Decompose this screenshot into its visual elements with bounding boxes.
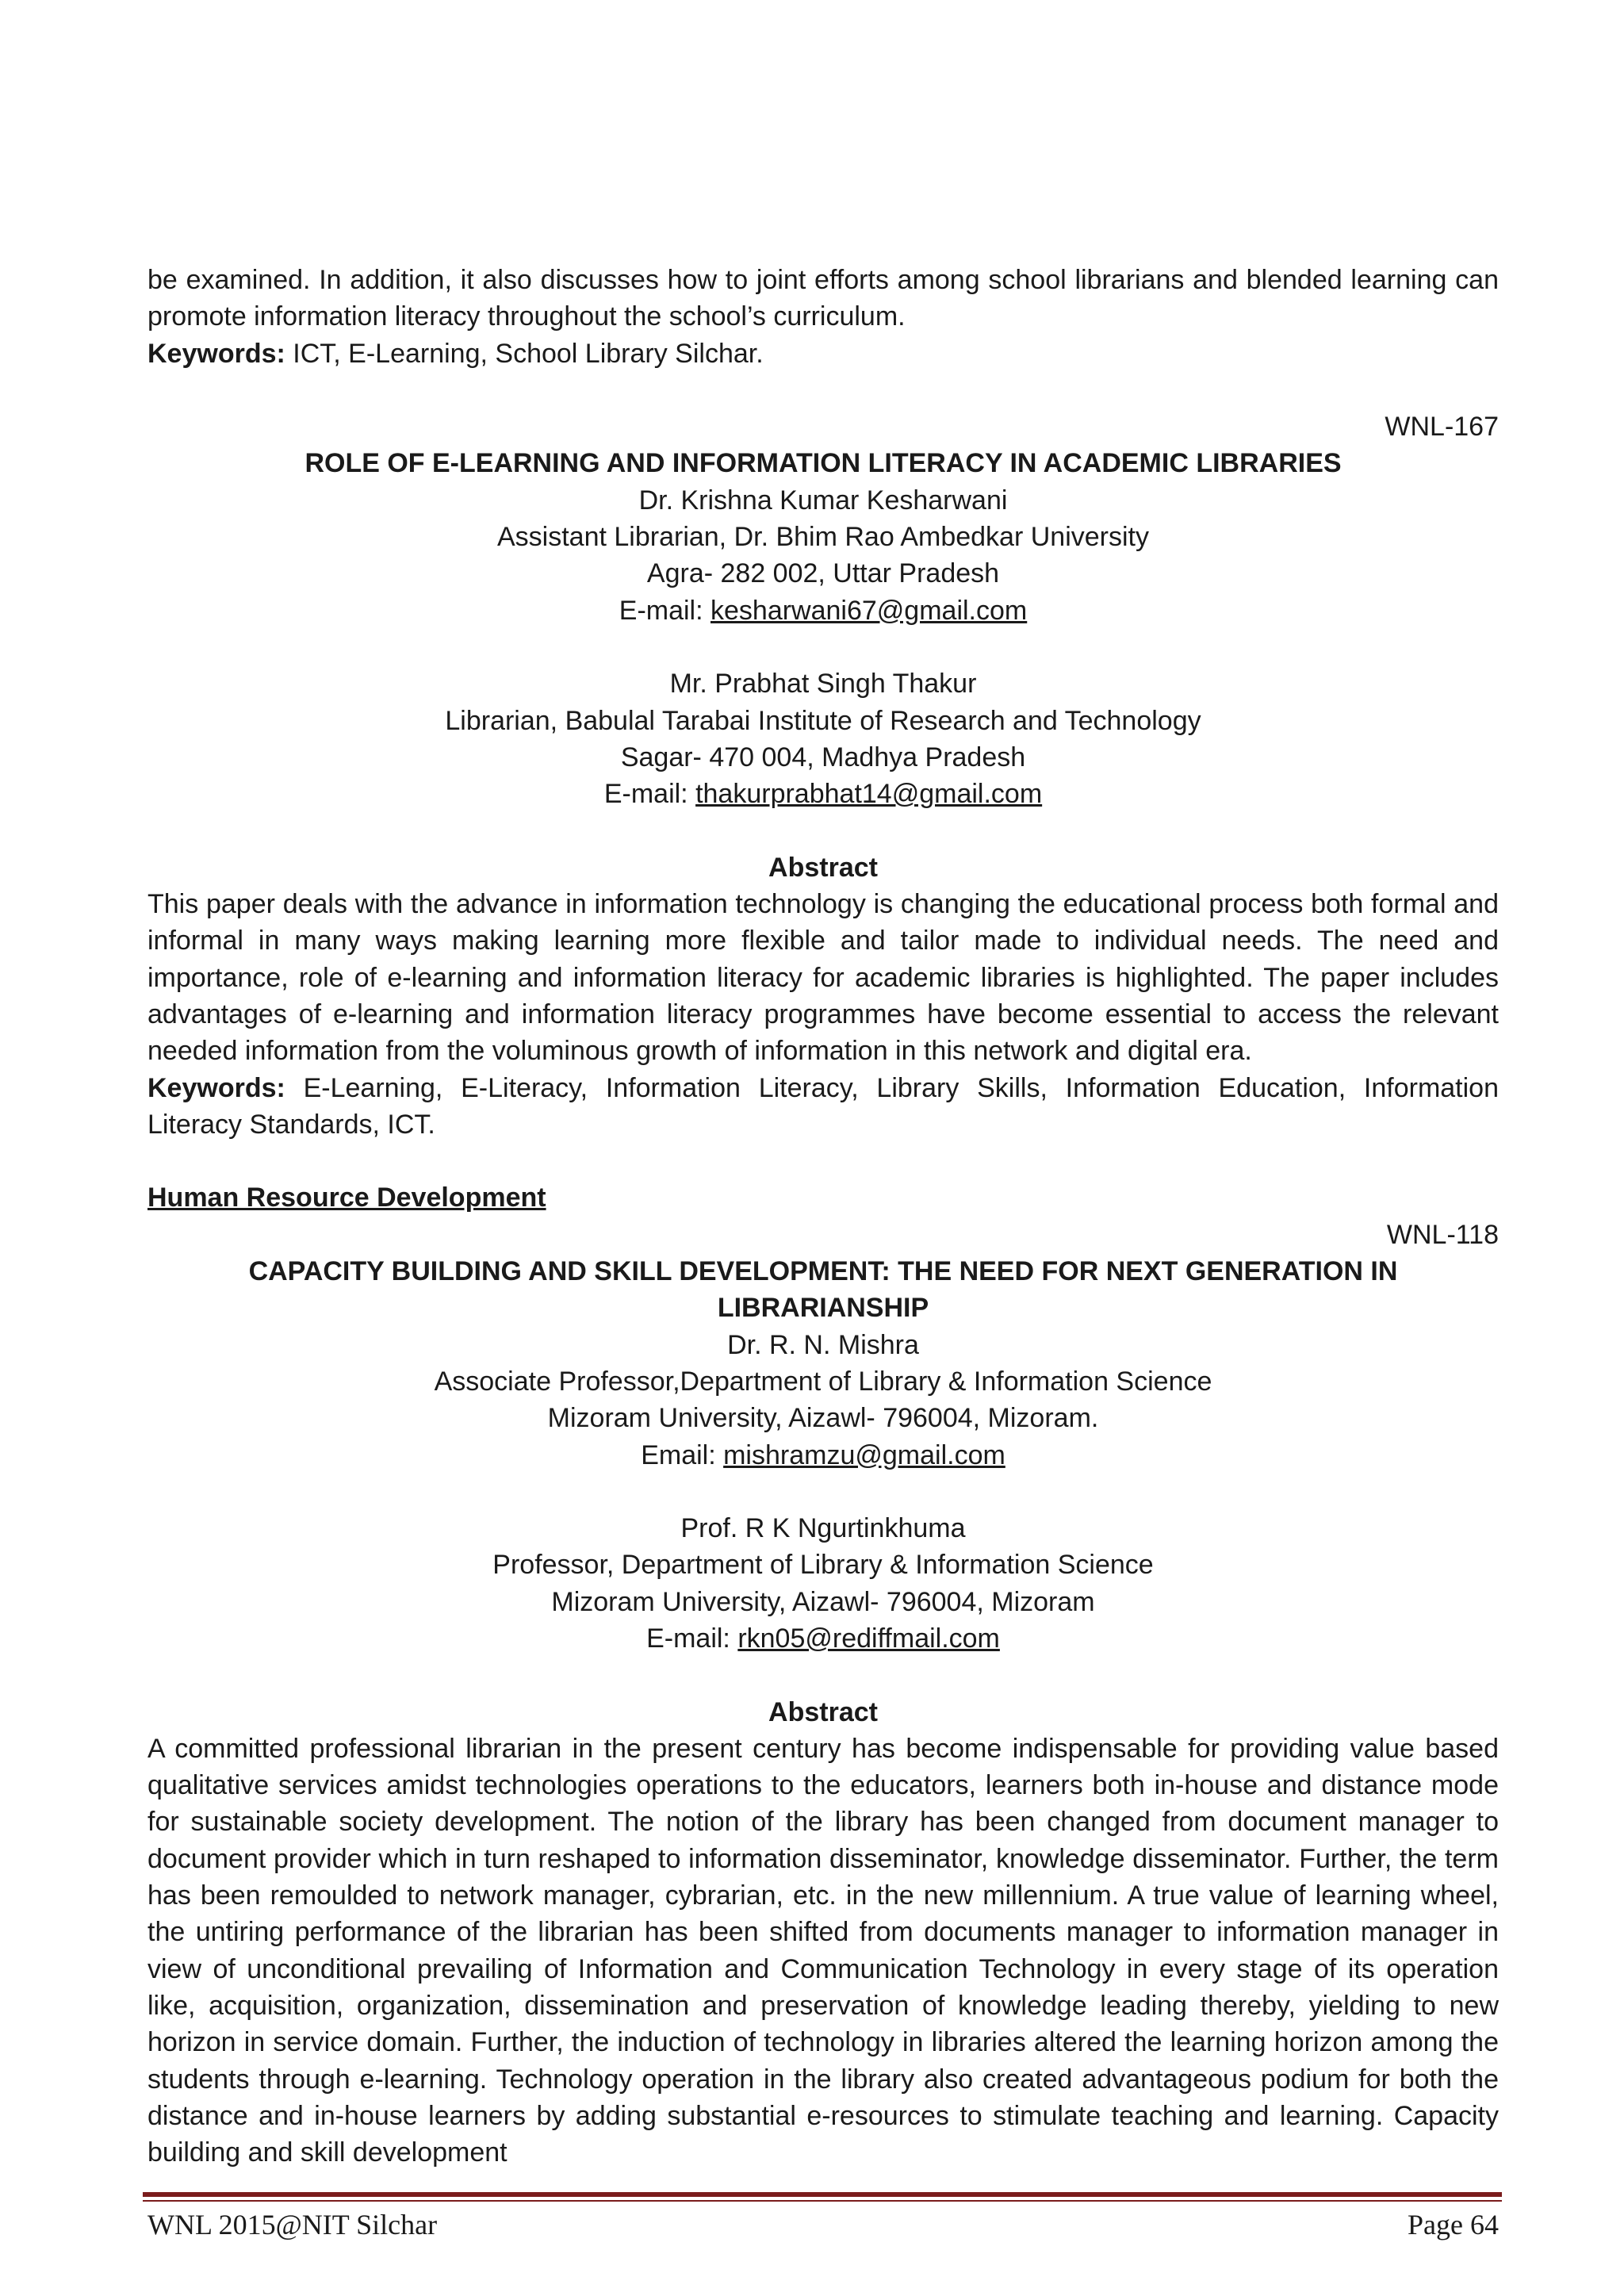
- footer-conference: WNL 2015@NIT Silchar: [147, 2209, 438, 2240]
- page-content: [147, 262, 1499, 2171]
- abstract-heading: Abstract: [768, 852, 878, 883]
- author-address: Agra- 282 002, Uttar Pradesh: [646, 558, 1000, 589]
- keywords-text: E-Learning, E-Literacy, Information Literacy, Library Skills, Information Education, Information Literacy Standards, ICT.: [147, 1072, 1499, 1140]
- email-label: E-mail:: [646, 1623, 738, 1654]
- keywords-text: ICT, E-Learning, School Library Silchar.: [285, 338, 764, 369]
- keywords: [147, 1070, 1499, 1144]
- author-name: Mr. Prabhat Singh Thakur: [669, 669, 977, 700]
- author-affiliation: Associate Professor,Department of Library & Information Science: [434, 1366, 1212, 1397]
- email-label: E-mail:: [619, 595, 710, 626]
- author-name: Dr. R. N. Mishra: [727, 1329, 919, 1360]
- page-number: Page 64: [1408, 2209, 1499, 2240]
- author-address: Mizoram University, Aizawl- 796004, Mizoram.: [547, 1403, 1099, 1434]
- prev-abstract-continuation: be examined. In addition, it also discusses how to joint efforts among school librarians and blended learning can promote information literacy throughout the school’s curriculum.: [147, 265, 1499, 332]
- email-link[interactable]: thakurprabhat14@gmail.com: [695, 779, 1043, 810]
- prev-keywords: [147, 335, 1499, 372]
- author-affiliation: Assistant Librarian, Dr. Bhim Rao Ambedkar University: [497, 522, 1149, 553]
- email-label: Email:: [641, 1439, 724, 1470]
- author-email-line: [147, 776, 1499, 812]
- author-email-line: [147, 1437, 1499, 1474]
- paper-title: CAPACITY BUILDING AND SKILL DEVELOPMENT: THE NEED FOR NEXT GENERATION IN LIBRARIANSHIP: [248, 1256, 1398, 1324]
- email-link[interactable]: rkn05@rediffmail.com: [737, 1623, 1000, 1654]
- email-label: E-mail:: [603, 779, 696, 810]
- author-address: Mizoram University, Aizawl- 796004, Mizoram: [551, 1586, 1095, 1617]
- author-affiliation: Librarian, Babulal Tarabai Institute of Research and Technology: [445, 705, 1201, 736]
- abstract-text: A committed professional librarian in the present century has become indispensable for providing value based qualitative services amidst technologies operations to the educators, learners both in-house and distance mode for sustainable society development. The notion of the library has been changed from document manager to document provider which in turn reshaped to information disseminator, knowledge disseminator. Further, the term has been remoulded to network manager, cybrarian, etc. in the new millennium. A true value of learning wheel, the untiring performance of the librarian has been shifted from documents manager to information manager in view of unconditional prevailing of Information and Communication Technology in every stage of its operation like, acquisition, organization, dissemination and preservation of knowledge leading thereby, yielding to new horizon in service domain. Further, the induction of technology in libraries altered the learning horizon among the students through e-learning. Technology operation in the library also created advantageous podium for both the distance and in-house learners by adding substantial e-resources to stimulate teaching and learning. Capacity building and skill development: [147, 1733, 1499, 2168]
- paper-title: ROLE OF E-LEARNING AND INFORMATION LITERACY IN ACADEMIC LIBRARIES: [304, 448, 1342, 479]
- author-email-line: [147, 592, 1499, 629]
- section-heading: Human Resource Development: [147, 1182, 546, 1213]
- author-name: Dr. Krishna Kumar Kesharwani: [638, 485, 1008, 516]
- author-email-line: [147, 1620, 1499, 1657]
- abstract-text: This paper deals with the advance in information technology is changing the educational process both formal and informal in many ways making learning more flexible and tailor made to individual needs. The need and importance, role of e-learning and information literacy for academic libraries is highlighted. The paper includes advantages of e-learning and information literacy programmes have become essential to access the relevant needed information from the voluminous growth of information in this network and digital era.: [147, 889, 1499, 1067]
- keywords-label: Keywords:: [147, 1072, 285, 1103]
- footer-rule: [143, 2192, 1502, 2197]
- abstract-heading: Abstract: [768, 1696, 878, 1727]
- email-link[interactable]: kesharwani67@gmail.com: [710, 595, 1028, 626]
- author-name: Prof. R K Ngurtinkhuma: [680, 1513, 966, 1544]
- email-link[interactable]: mishramzu@gmail.com: [723, 1439, 1005, 1470]
- paper-code: WNL-118: [1386, 1219, 1499, 1250]
- footer-rule-thin: [143, 2200, 1502, 2202]
- keywords-label: Keywords:: [147, 338, 285, 369]
- paper-code: WNL-167: [1385, 412, 1499, 443]
- author-affiliation: Professor, Department of Library & Information Science: [492, 1550, 1154, 1581]
- author-address: Sagar- 470 004, Madhya Pradesh: [620, 742, 1026, 772]
